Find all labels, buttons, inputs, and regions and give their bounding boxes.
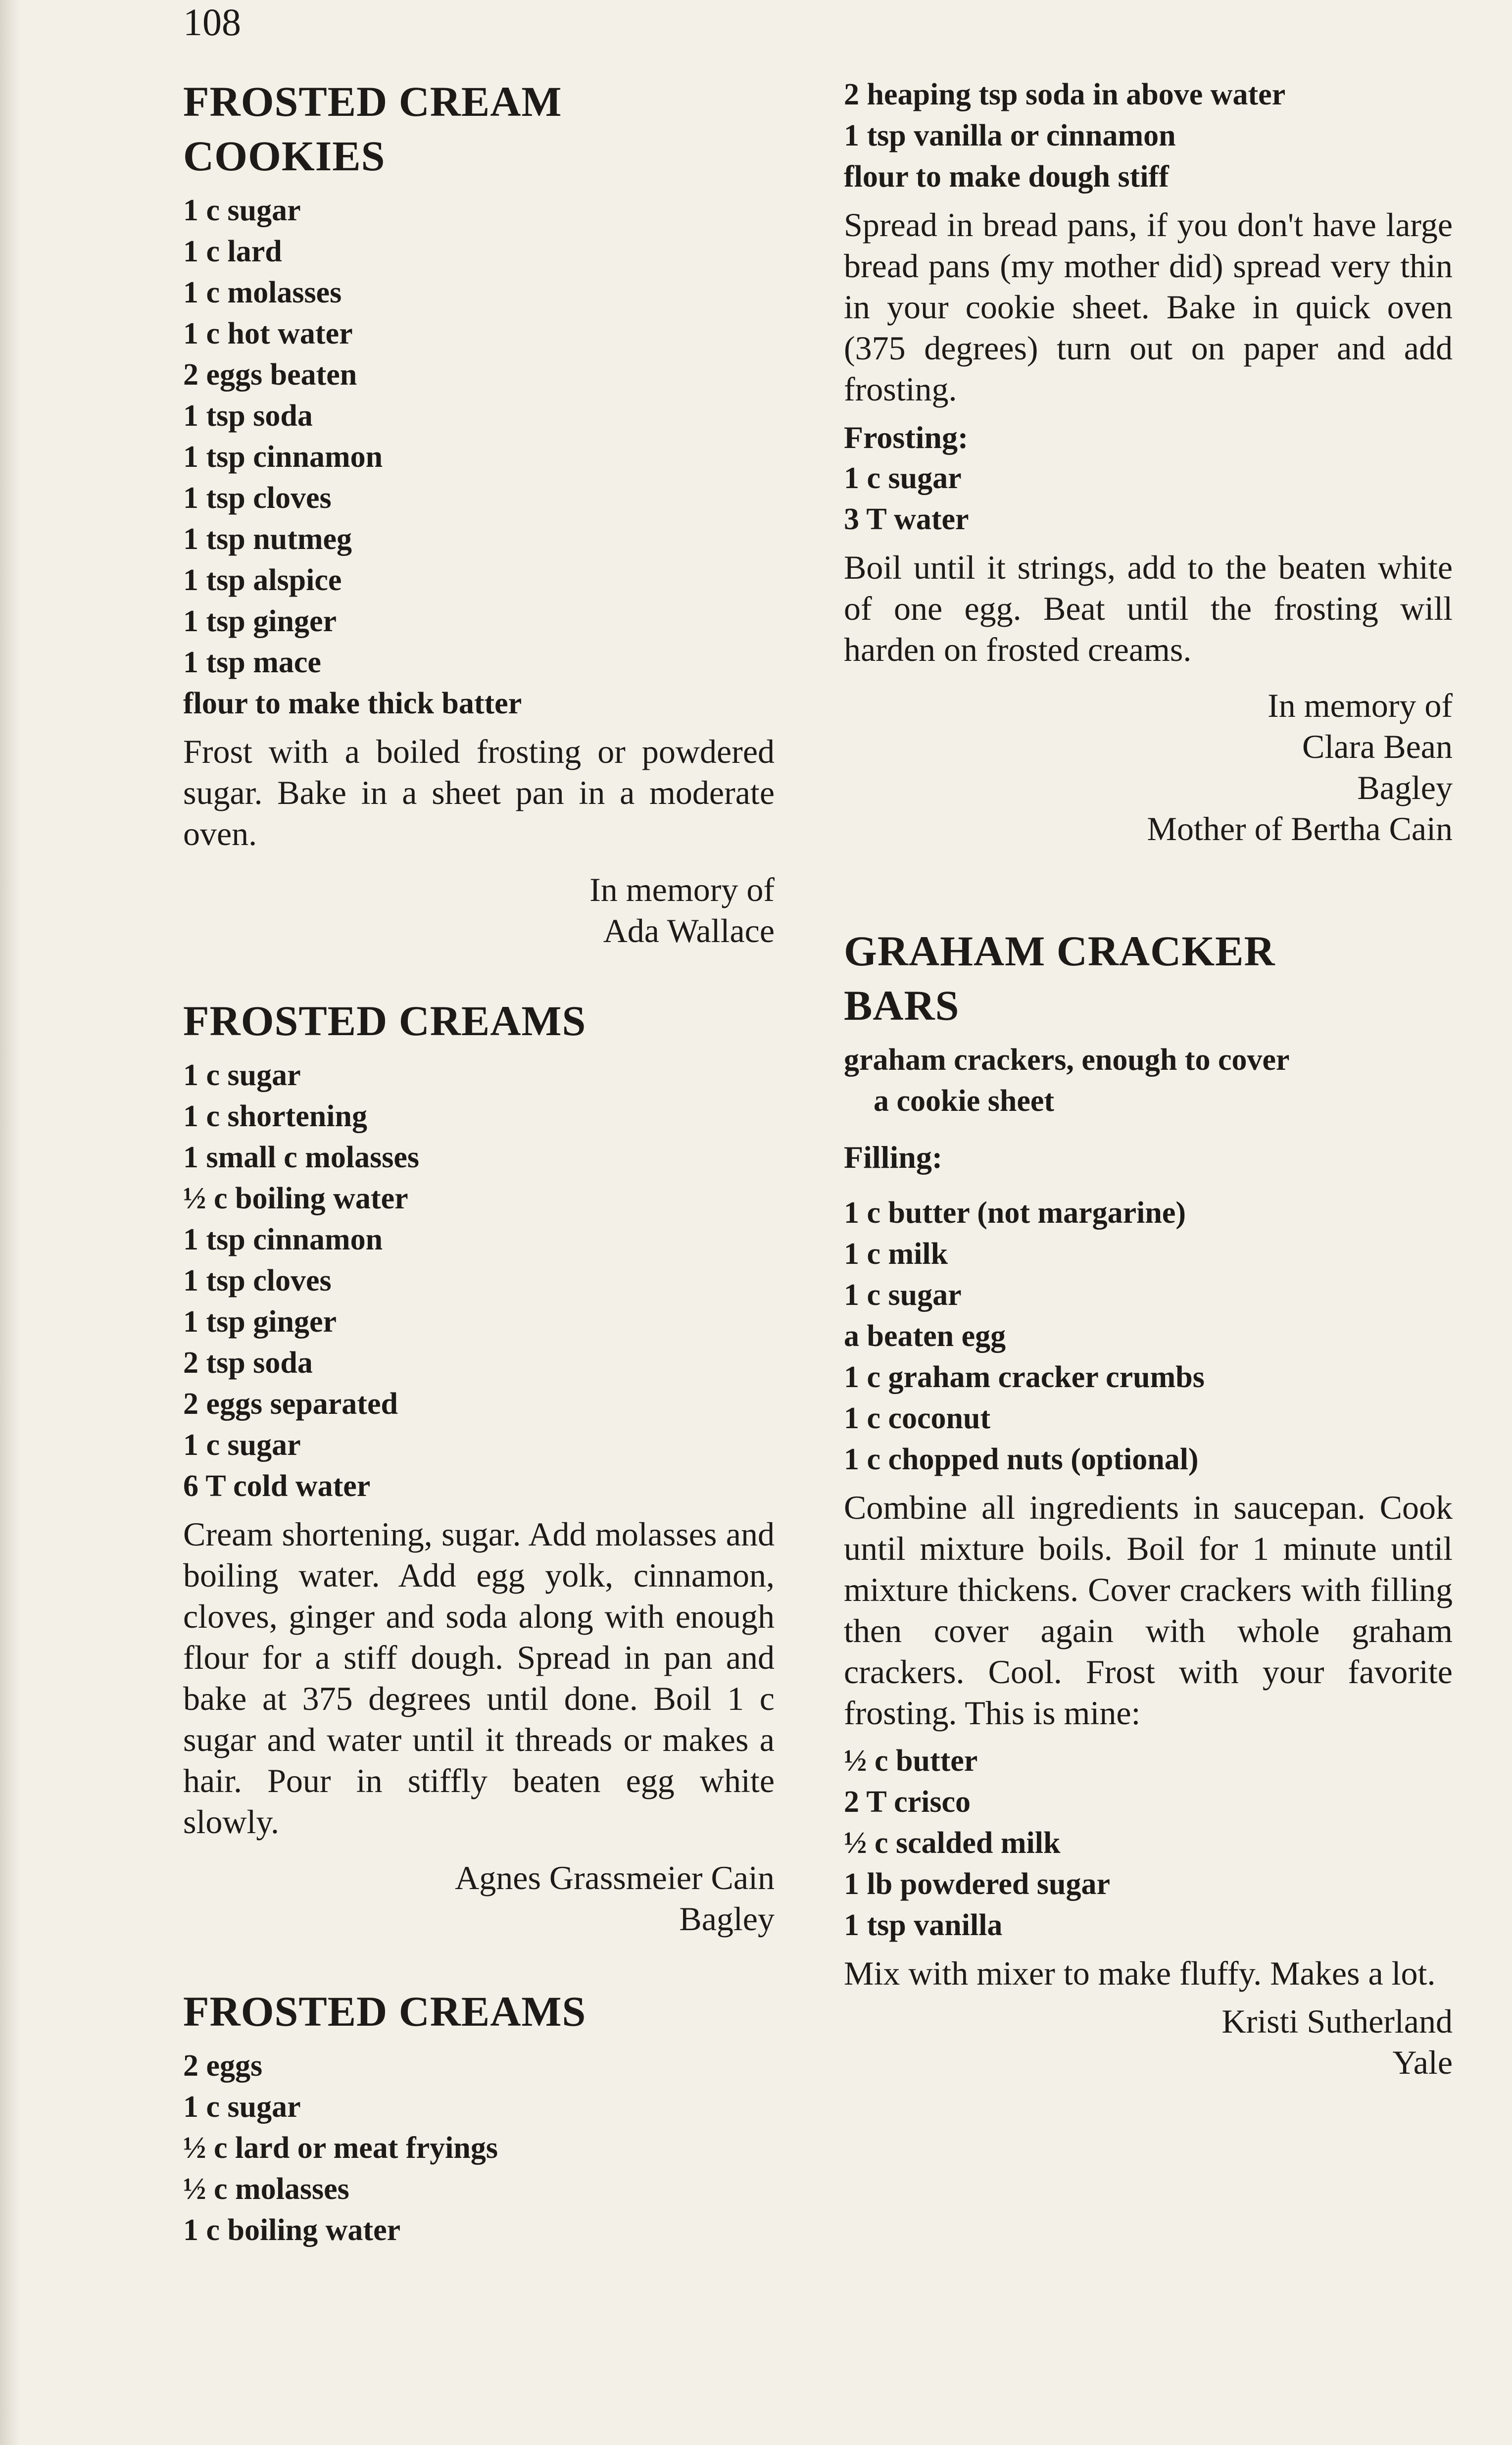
- ingredient: 1 c chopped nuts (optional): [844, 1443, 1199, 1476]
- ingredient: 1 c sugar: [844, 1278, 962, 1312]
- credit-line: In memory of: [589, 871, 775, 908]
- ingredient: 1 c sugar: [183, 194, 301, 227]
- recipe-title: [844, 924, 1453, 1033]
- title-line: COOKIES: [183, 132, 386, 180]
- filling-label: Filling:: [844, 1140, 943, 1175]
- ingredient: 1 tsp ginger: [183, 1305, 337, 1339]
- ingredient: 6 T cold water: [183, 1469, 371, 1503]
- frosting-directions: Boil until it strings, add to the beaten white of one egg. Beat until the frosting will harden on frosted creams.: [844, 549, 1453, 668]
- page-number: 108: [183, 0, 241, 44]
- credit-line: Bagley: [1357, 769, 1453, 806]
- ingredient: 2 eggs: [183, 2049, 263, 2083]
- ingredient: ½ c molasses: [183, 2172, 349, 2206]
- recipe-credit: [844, 2001, 1453, 2083]
- ingredient: 1 c sugar: [183, 1058, 301, 1092]
- right-column: [844, 74, 1453, 2083]
- ingredient: 1 c sugar: [183, 1428, 301, 1462]
- ingredient: 1 c sugar: [183, 2090, 301, 2124]
- credit-line: Clara Bean: [1302, 728, 1453, 765]
- ingredient: 1 c shortening: [183, 1099, 367, 1133]
- ingredient: ½ c lard or meat fryings: [183, 2131, 498, 2165]
- ingredient: 1 tsp nutmeg: [183, 522, 352, 556]
- recipe-frosted-cream-cookies: [183, 74, 775, 951]
- recipe-directions: Cream shortening, sugar. Add molasses and boiling water. Add egg yolk, cinnamon, cloves, ginger and soda along with enough flour for a stiff dough. Spread in pan and bake at 375 degrees until done. Boil 1 c sugar and water until it threads or makes a hair. Pour in stiffly beaten egg white slowly.: [183, 1515, 775, 1841]
- ingredient: 2 T crisco: [844, 1785, 971, 1819]
- credit-line: In memory of: [1268, 687, 1453, 724]
- ingredient: 1 c molasses: [183, 276, 342, 309]
- ingredient: 1 c lard: [183, 235, 282, 268]
- frosting-directions: Mix with mixer to make fluffy. Makes a lot.: [844, 1954, 1436, 1992]
- credit-line: Yale: [1392, 2044, 1453, 2081]
- recipe-directions: Spread in bread pans, if you don't have large bread pans (my mother did) spread very thin in your cookie sheet. Bake in quick oven (375 degrees) turn out on paper and add frosting.: [844, 206, 1453, 408]
- ingredient: 2 tsp soda: [183, 1346, 313, 1380]
- credit-line: Agnes Grassmeier Cain: [455, 1859, 775, 1896]
- ingredient: 1 tsp cloves: [183, 481, 332, 515]
- recipe-graham-cracker-bars: [844, 924, 1453, 2083]
- ingredient: 2 eggs separated: [183, 1387, 398, 1421]
- credit-line: Ada Wallace: [603, 912, 775, 949]
- frosting-ingredient-list: [844, 1741, 1453, 1946]
- base-ingredient-list: [844, 1040, 1453, 1122]
- ingredient-list: [183, 190, 775, 724]
- ingredient: flour to make dough stiff: [844, 160, 1169, 194]
- recipe-credit: [183, 869, 775, 951]
- ingredient: 1 tsp mace: [183, 646, 321, 679]
- ingredient: 3 T water: [844, 502, 969, 536]
- recipe-frosted-creams-1: [183, 994, 775, 1940]
- ingredient: 1 tsp cinnamon: [183, 440, 383, 474]
- ingredient: 1 c sugar: [844, 461, 962, 495]
- ingredient: 1 c graham cracker crumbs: [844, 1360, 1205, 1394]
- ingredient: ½ c butter: [844, 1744, 978, 1778]
- recipe-credit: [183, 1857, 775, 1940]
- recipe-title: FROSTED CREAMS: [183, 997, 586, 1045]
- frosting-label: Frosting:: [844, 420, 969, 455]
- ingredient: a cookie sheet: [874, 1084, 1055, 1118]
- frosting-ingredient-list: [844, 458, 1453, 540]
- ingredient: 1 c boiling water: [183, 2213, 401, 2247]
- ingredient: 1 small c molasses: [183, 1141, 420, 1174]
- ingredient: 1 tsp ginger: [183, 604, 337, 638]
- ingredient: 1 c coconut: [844, 1401, 991, 1435]
- credit-line: Mother of Bertha Cain: [1147, 810, 1453, 848]
- ingredient: a beaten egg: [844, 1319, 1006, 1353]
- ingredient-list: [183, 1055, 775, 1507]
- credit-line: Kristi Sutherland: [1221, 2002, 1453, 2040]
- ingredient: 1 c milk: [844, 1237, 948, 1271]
- ingredient: ½ c scalded milk: [844, 1826, 1061, 1860]
- page-edge-shadow: [0, 0, 20, 2445]
- recipe-credit: [844, 685, 1453, 849]
- title-line: FROSTED CREAM: [183, 78, 562, 125]
- ingredient: 1 tsp cloves: [183, 1264, 332, 1297]
- filling-ingredient-list: [844, 1193, 1453, 1480]
- ingredient: graham crackers, enough to cover: [844, 1043, 1290, 1077]
- credit-line: Bagley: [679, 1900, 775, 1938]
- ingredient: 1 tsp vanilla: [844, 1908, 1003, 1942]
- ingredient: ½ c boiling water: [183, 1182, 408, 1215]
- ingredient: 2 heaping tsp soda in above water: [844, 78, 1286, 111]
- ingredient: 1 tsp alspice: [183, 563, 342, 597]
- recipe-frosted-creams-2: [183, 1984, 775, 2251]
- ingredient-list: [844, 74, 1453, 198]
- ingredient: 2 eggs beaten: [183, 358, 357, 392]
- ingredient: flour to make thick batter: [183, 687, 522, 720]
- ingredient-list: [183, 2046, 775, 2251]
- title-line: GRAHAM CRACKER: [844, 927, 1275, 975]
- recipe-title: FROSTED CREAMS: [183, 1988, 586, 2035]
- ingredient: 1 tsp cinnamon: [183, 1223, 383, 1256]
- left-column: [183, 74, 775, 2251]
- recipe-title: [183, 74, 775, 183]
- ingredient: 1 c hot water: [183, 317, 353, 350]
- ingredient: 1 tsp vanilla or cinnamon: [844, 119, 1176, 152]
- ingredient: 1 c butter (not margarine): [844, 1196, 1186, 1230]
- recipe-frosted-creams-2-continued: [844, 74, 1453, 849]
- ingredient: 1 lb powdered sugar: [844, 1867, 1110, 1901]
- title-line: BARS: [844, 982, 960, 1029]
- recipe-directions: Combine all ingredients in saucepan. Cook until mixture boils. Boil for 1 minute until mixture thickens. Cover crackers with filling then cover again with whole graham crackers. Cool. Frost with your favorite frosting. This is mine:: [844, 1489, 1453, 1732]
- recipe-directions: Frost with a boiled frosting or powdered sugar. Bake in a sheet pan in a moderate oven.: [183, 733, 775, 852]
- ingredient: 1 tsp soda: [183, 399, 313, 433]
